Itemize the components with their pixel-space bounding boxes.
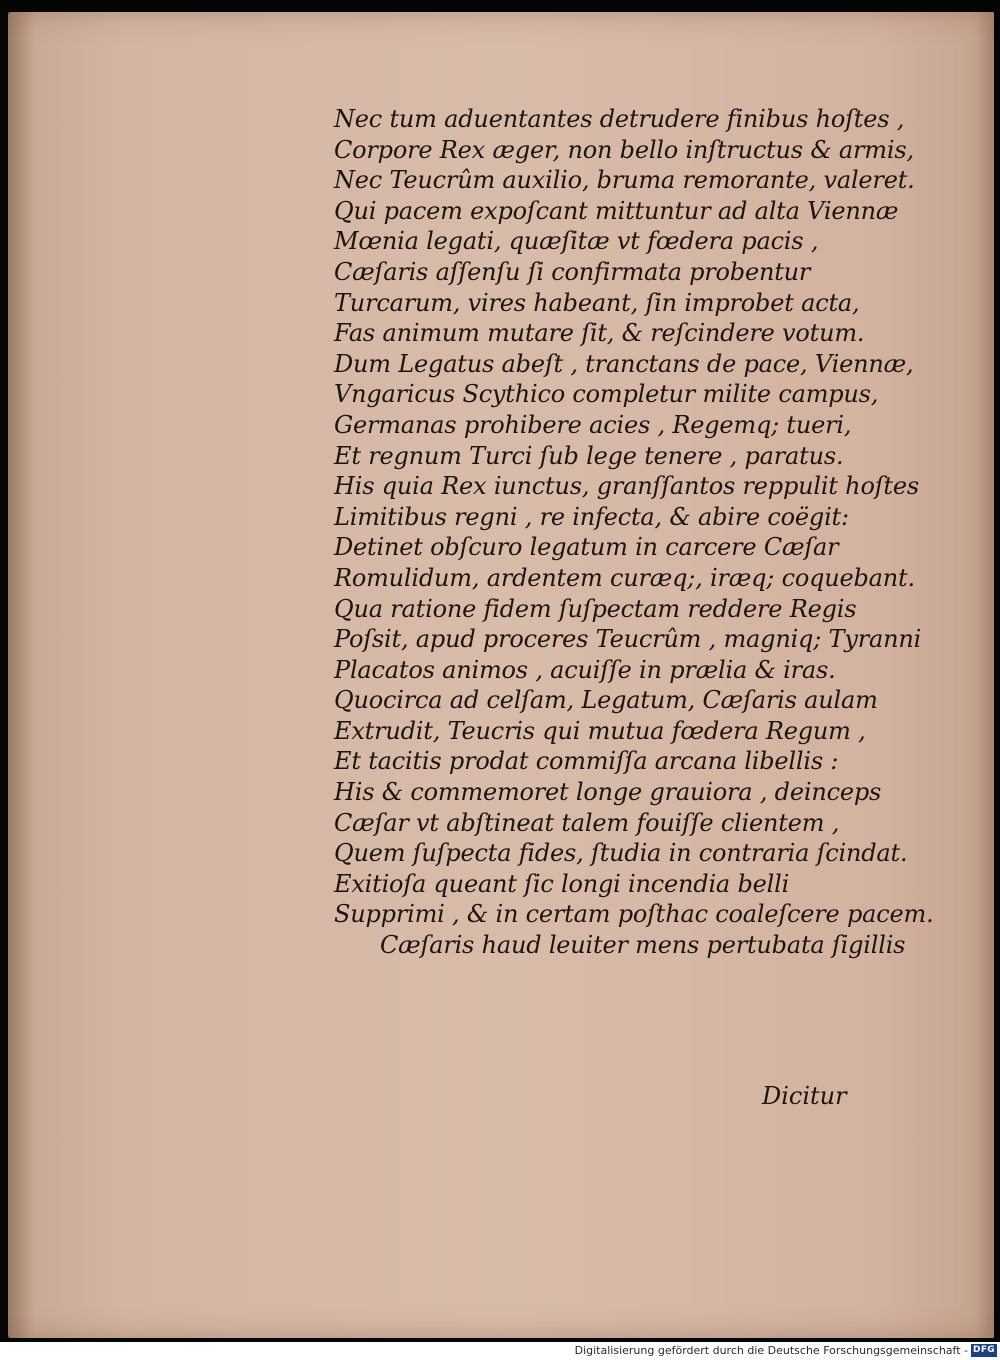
verse-line: His quia Rex iunctus, granſſantos reppulit hoſtes	[334, 472, 919, 501]
verse-line: Turcarum, vires habeant, ſin improbet acta,	[334, 288, 860, 317]
verse-line: Vngaricus Scythico completur milite campus,	[334, 380, 879, 409]
funding-credit: Digitalisierung gefördert durch die Deutsche Forschungsgemeinschaft -	[574, 1344, 968, 1357]
verse-line: Fas animum mutare ſit, & reſcindere votum.	[334, 319, 865, 348]
catchword: Dicitur	[762, 1082, 847, 1110]
verse-line: Placatos animos , acuiſſe in prælia & iras.	[334, 655, 836, 684]
verse-line: Nec tum aduentantes detrudere finibus hoſtes ,	[334, 105, 905, 133]
verse-line: Cæſaris haud leuiter mens pertubata ſigillis	[380, 931, 906, 960]
verse-text-block	[334, 104, 934, 961]
verse-line: Limitibus regni , re infecta, & abire coëgit:	[334, 502, 849, 531]
dfg-logo: DFG	[971, 1344, 997, 1357]
verse-line: Dum Legatus abeſt , tranctans de pace, Viennæ,	[334, 349, 914, 378]
verse-line: Cæſar vt abſtineat talem fouiſſe clientem ,	[334, 808, 840, 837]
verse-line: Detinet obſcuro legatum in carcere Cæſar	[334, 533, 839, 562]
verse-line: Quocirca ad celſam, Legatum, Cæſaris aulam	[334, 686, 878, 715]
verse-line: Exitioſa queant ſic longi incendia belli	[334, 869, 790, 898]
verse-line: Qua ratione fidem ſuſpectam reddere Regis	[334, 594, 857, 623]
verse-line: Nec Teucrûm auxilio, bruma remorante, valeret.	[334, 166, 915, 195]
digitization-footer	[0, 1342, 1000, 1360]
verse-line: Cæſaris aſſenſu ſi confirmata probentur	[334, 257, 811, 286]
verse-line: Corpore Rex æger, non bello inſtructus & armis,	[334, 135, 914, 164]
verse-line: Poſsit, apud proceres Teucrûm , magniq; Tyranni	[334, 625, 922, 654]
verse-line: Extrudit, Teucris qui mutua fœdera Regum ,	[334, 716, 866, 745]
verse-line: Et tacitis prodat commiſſa arcana libellis :	[334, 747, 839, 776]
verse-line: Romulidum, ardentem curæq;, iræq; coquebant.	[334, 563, 915, 592]
verse-line: Quem ſuſpecta fides, ſtudia in contraria ſcindat.	[334, 839, 908, 868]
verse-line: Mœnia legati, quæſitæ vt fœdera pacis ,	[334, 227, 819, 256]
page-edge	[976, 12, 994, 1338]
verse-line: Germanas prohibere acies , Regemq; tueri,	[334, 410, 852, 439]
verse-line: Qui pacem expoſcant mittuntur ad alta Viennæ	[334, 196, 899, 225]
gutter-shadow	[8, 12, 34, 1338]
verse-line: Et regnum Turci ſub lege tenere , paratus.	[334, 441, 844, 470]
verse-line: His & commemoret longe grauiora , deinceps	[334, 778, 882, 807]
verse-line: Supprimi , & in certam poſthac coaleſcere pacem.	[334, 900, 934, 929]
